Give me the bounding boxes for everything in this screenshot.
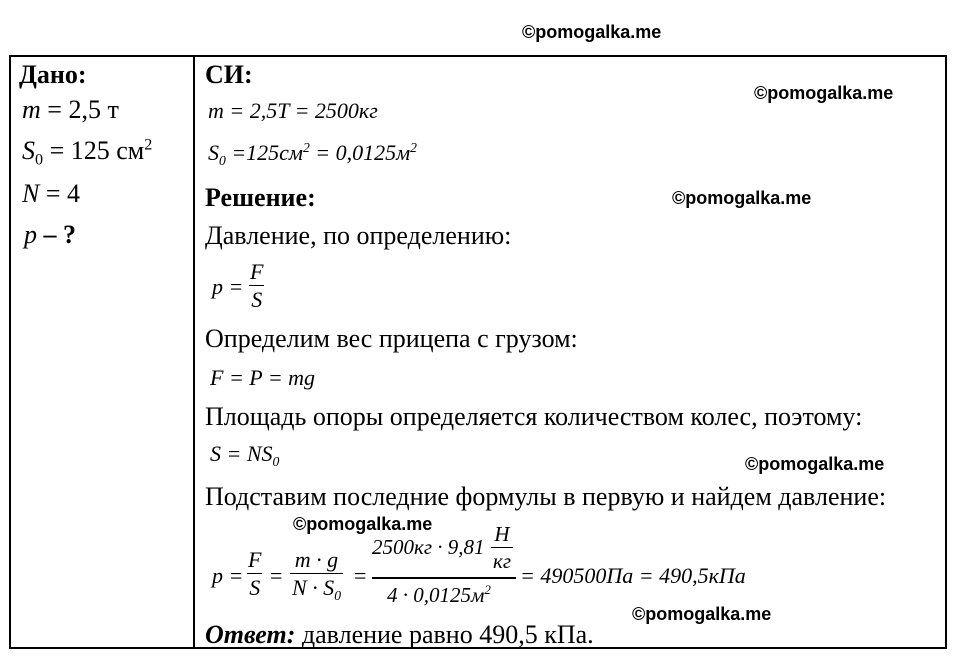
area-sub: 0: [35, 151, 44, 169]
given-heading: Дано:: [19, 60, 87, 89]
watermark: ©pomogalka.me: [632, 604, 772, 624]
formula-4-num-3: 2500кг · 9,81: [372, 535, 485, 559]
si-area-exp1: 2: [302, 139, 310, 155]
formula-4-den-3-exp: 2: [484, 582, 491, 598]
formula-4-den-3-expr: 4 · 0,0125м: [387, 583, 485, 607]
wheels-var: N: [22, 179, 40, 208]
si-area-sub: 0: [219, 152, 226, 168]
formula-4-unit-num: Н: [494, 522, 510, 546]
mass-var: m: [22, 95, 41, 124]
column-divider: [193, 55, 195, 649]
solution-text-2: Определим вес прицепа с грузом:: [205, 324, 578, 353]
solution-heading: Решение:: [205, 183, 316, 212]
solution-text-4: Подставим последние формулы в первую и найдем давление:: [205, 482, 887, 511]
watermark: ©pomogalka.me: [754, 83, 894, 103]
formula-4-lhs: p =: [212, 563, 244, 588]
formula-1-fraction: [248, 261, 265, 311]
given-wheels: [22, 179, 80, 209]
solution-text-1: Давление, по определению:: [205, 221, 512, 250]
watermark: ©pomogalka.me: [293, 514, 433, 534]
answer-text: давление равно 490,5 кПа.: [301, 620, 594, 649]
formula-4-result: = 490500Па = 490,5кПа: [520, 563, 746, 588]
si-line-2: [208, 140, 417, 166]
formula-4-den-2-sub: 0: [334, 587, 341, 603]
answer-label: Ответ:: [205, 620, 296, 649]
given-mass: [22, 95, 119, 125]
formula-4-den-2-expr: N · S: [292, 575, 335, 600]
formula-4-main-fraction-bar: [372, 577, 516, 579]
formula-4-unit-den: кг: [493, 549, 512, 573]
formula-3: [210, 441, 279, 467]
formula-4-frac-2: [290, 547, 343, 603]
formula-4-eq-1: =: [270, 563, 283, 588]
formula-4-num-1: F: [248, 547, 262, 572]
formula-4-unit-frac: [491, 524, 513, 572]
answer-line: [205, 620, 594, 650]
watermark: ©pomogalka.me: [672, 188, 812, 208]
formula-1-lhs: p =: [212, 274, 244, 299]
given-find: [24, 220, 76, 250]
formula-1-den: S: [251, 287, 263, 312]
formula-4-frac-1: [246, 549, 263, 599]
mass-value: = 2,5 т: [47, 95, 119, 124]
formula-3-sub: 0: [272, 453, 280, 469]
solution-text-3: Площадь опоры определяется количеством колес, поэтому:: [205, 402, 863, 431]
formula-4-den-3: [387, 583, 491, 608]
area-exp: 2: [144, 136, 153, 154]
si-heading: СИ:: [205, 60, 253, 89]
find-var: p: [24, 220, 37, 249]
si-area-var: S: [208, 140, 219, 165]
formula-1-num: F: [250, 259, 264, 284]
si-area-m: = 0,0125м: [315, 140, 411, 165]
formula-4-num-2: m · g: [294, 547, 339, 572]
formula-4-den-1: S: [249, 575, 261, 600]
si-area-cm: =125см: [231, 140, 303, 165]
area-var: S: [22, 136, 35, 165]
si-line-1: m = 2,5T = 2500кг: [208, 98, 378, 123]
formula-2: F = P = mg: [210, 365, 316, 390]
find-value: – ?: [43, 220, 76, 249]
area-value: = 125 см: [49, 136, 145, 165]
si-area-exp2: 2: [410, 139, 417, 155]
given-area: [22, 136, 153, 169]
formula-4-den-2: [290, 573, 343, 603]
formula-4-eq-2: =: [354, 563, 367, 588]
watermark: ©pomogalka.me: [745, 454, 885, 474]
wheels-value: = 4: [45, 179, 81, 208]
formula-3-expr: S = NS: [210, 441, 273, 466]
watermark: ©pomogalka.me: [522, 22, 662, 42]
